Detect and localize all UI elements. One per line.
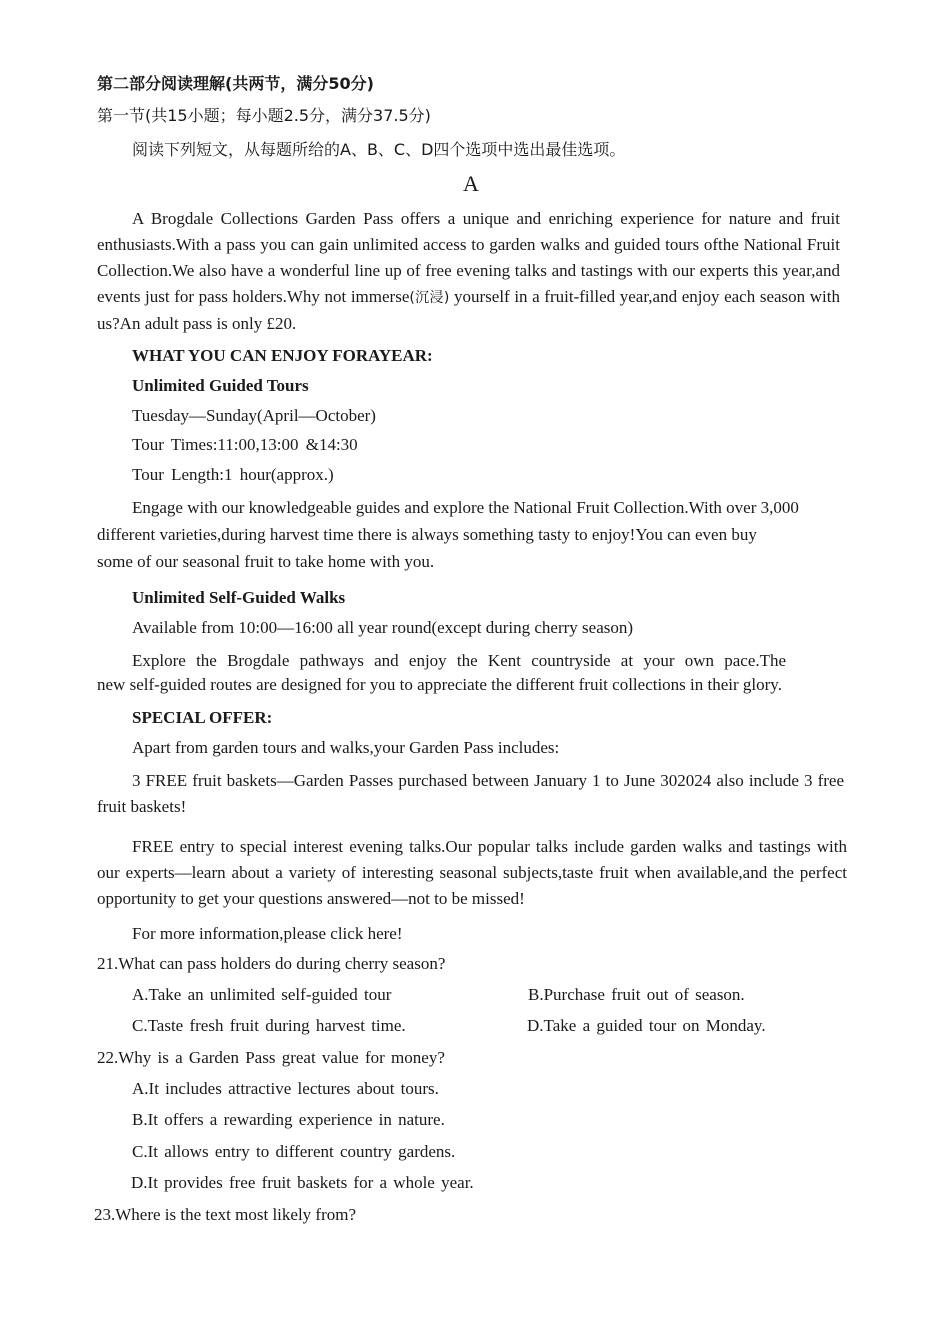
tours-desc-line2: different varieties,during harvest time there is always something tasty to enjoy!You can even buy: [97, 525, 757, 544]
tours-desc-line3: some of our seasonal fruit to take home with you.: [97, 552, 435, 571]
self-guided-walks-heading: Unlimited Self-Guided Walks: [132, 588, 346, 607]
offer-intro: Apart from garden tours and walks,your Garden Pass includes:: [132, 738, 560, 757]
intro-text-part2: yourself in a fruit-filled year,and enjoy each season with us?An adult pass is only £20.: [97, 287, 840, 333]
section-title: 第一节(共15小题；每小题2.5分，满分37.5分): [97, 106, 431, 125]
fruit-baskets-paragraph: [97, 768, 844, 820]
instruction: 阅读下列短文，从每题所给的A、B、C、D四个选项中选出最佳选项。: [132, 140, 626, 159]
tour-times: Tour Times:11:00,13:00 &14:30: [132, 435, 358, 454]
immerse-gloss: (沉浸): [409, 290, 450, 306]
walks-desc-line2: new self-guided routes are designed for you to appreciate the different fruit collections in their glory.: [97, 675, 782, 694]
intro-paragraph: [97, 206, 840, 337]
tour-length: Tour Length:1 hour(approx.): [132, 465, 334, 484]
question-21-option-b[interactable]: B.Purchase fruit out of season.: [528, 985, 745, 1004]
question-21-option-d[interactable]: D.Take a guided tour on Monday.: [527, 1016, 766, 1035]
question-22-option-c[interactable]: C.It allows entry to different country gardens.: [132, 1142, 456, 1161]
question-22-option-b[interactable]: B.It offers a rewarding experience in nature.: [132, 1110, 445, 1129]
question-23-stem: 23.Where is the text most likely from?: [94, 1205, 357, 1224]
question-21-option-a[interactable]: A.Take an unlimited self-guided tour: [132, 985, 392, 1004]
walks-availability: Available from 10:00—16:00 all year round(except during cherry season): [132, 618, 634, 637]
question-22-stem: 22.Why is a Garden Pass great value for money?: [97, 1048, 445, 1067]
special-offer-heading: SPECIAL OFFER:: [132, 708, 273, 727]
tour-days: Tuesday—Sunday(April—October): [132, 406, 376, 425]
part-title: 第二部分阅读理解(共两节，满分50分): [97, 74, 374, 93]
tours-desc-line1: Engage with our knowledgeable guides and explore the National Fruit Collection.With over 3,000: [132, 498, 799, 517]
enjoy-heading: WHAT YOU CAN ENJOY FORAYEAR:: [132, 346, 433, 365]
evening-talks-paragraph: [97, 834, 847, 912]
walks-desc-line1: Explore the Brogdale pathways and enjoy the Kent countryside at your own pace.The: [132, 651, 787, 670]
question-22-option-a[interactable]: A.It includes attractive lectures about tours.: [132, 1079, 439, 1098]
question-21-option-c[interactable]: C.Taste fresh fruit during harvest time.: [132, 1016, 406, 1035]
guided-tours-heading: Unlimited Guided Tours: [132, 376, 309, 395]
intro-text-part1: A Brogdale Collections Garden Pass offers a unique and enriching experience for nature and fruit enthusiasts.With a pass you can gain unlimited access to garden walks and guided tours ofthe National Fruit Collection.We also have a wonderful line up of free evening talks and tastings with our experts this year,and events just for pass holders.Why not immerse: [97, 209, 840, 306]
fruit-baskets-text: 3 FREE fruit baskets—Garden Passes purchased between January 1 to June 302024 also include 3 free fruit baskets!: [97, 771, 844, 816]
evening-talks-text: FREE entry to special interest evening talks.Our popular talks include garden walks and tastings with our experts—learn about a variety of interesting seasonal subjects,taste fruit when available,and the perfect opportunity to get your questions answered—not to be missed!: [97, 837, 847, 908]
more-info-link[interactable]: For more information,please click here!: [132, 924, 403, 943]
passage-letter: A: [463, 171, 479, 196]
question-21-stem: 21.What can pass holders do during cherry season?: [97, 954, 446, 973]
question-22-option-d[interactable]: D.It provides free fruit baskets for a whole year.: [131, 1173, 474, 1192]
